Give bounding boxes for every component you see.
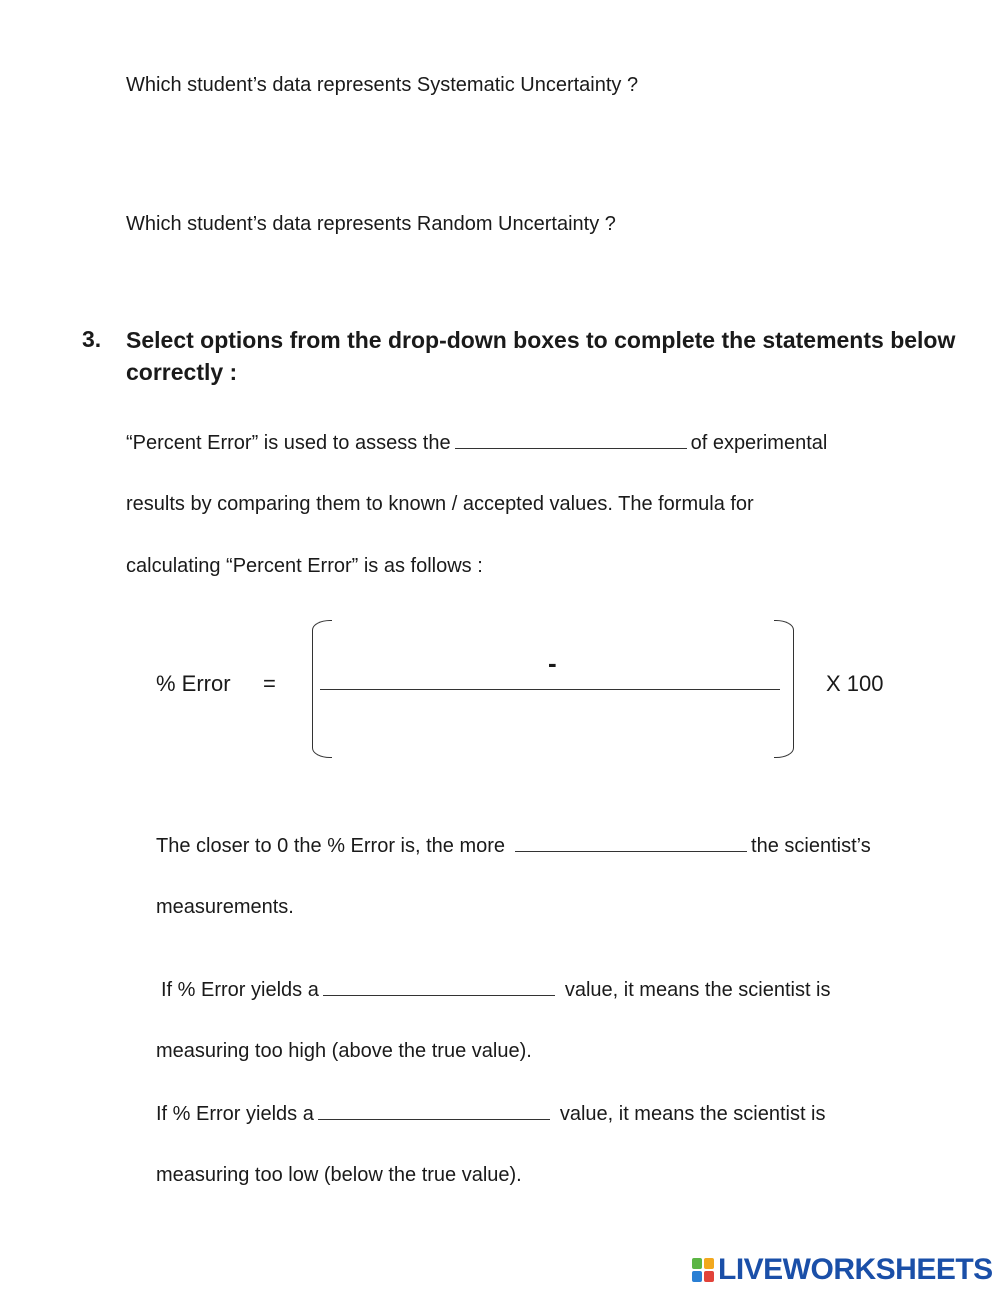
high-text-2: value, it means the scientist is: [564, 979, 831, 1001]
percent-error-text-1: “Percent Error” is used to assess the: [126, 432, 451, 454]
dropdown-blank-low[interactable]: [318, 1101, 550, 1120]
low-text-1: If % Error yields a: [156, 1103, 314, 1125]
closer-text-1: The closer to 0 the % Error is, the more: [156, 835, 506, 857]
liveworksheets-logo: [692, 1254, 993, 1286]
question-heading: Select options from the drop-down boxes to complete the statements below correctly :: [126, 327, 956, 385]
percent-error-text-2: of experimental: [690, 432, 828, 454]
formula-multiplier: X 100: [826, 671, 884, 696]
percent-error-line-2: results by comparing them to known / accepted values. The formula for: [126, 493, 754, 515]
percent-error-line-1: [126, 430, 827, 455]
dropdown-blank-assess[interactable]: [455, 430, 687, 449]
high-statement-line-1: [161, 977, 831, 1002]
logo-mark-cell: [704, 1258, 714, 1269]
formula-label: % Error: [156, 671, 231, 696]
high-text-1: If % Error yields a: [161, 979, 319, 1001]
closer-statement-line-1: [156, 833, 871, 858]
low-statement-line-1: [156, 1101, 826, 1126]
logo-mark-icon: [692, 1258, 714, 1282]
systematic-uncertainty-question: Which student’s data represents Systematic Uncertainty ?: [126, 74, 639, 96]
formula-equals: =: [263, 671, 276, 696]
low-text-2: value, it means the scientist is: [559, 1103, 826, 1125]
logo-mark-cell: [692, 1258, 702, 1269]
fraction-line: [320, 689, 780, 690]
low-statement-line-2: measuring too low (below the true value).: [156, 1164, 522, 1186]
logo-mark-cell: [692, 1271, 702, 1282]
right-bracket: [774, 620, 794, 758]
dropdown-blank-high[interactable]: [323, 977, 555, 996]
formula-minus: -: [548, 648, 557, 678]
random-uncertainty-question: Which student’s data represents Random Uncertainty ?: [126, 213, 616, 235]
high-statement-line-2: measuring too high (above the true value).: [156, 1040, 532, 1062]
logo-text: LIVEWORKSHEETS: [718, 1253, 993, 1286]
percent-error-line-3: calculating “Percent Error” is as follows :: [126, 555, 483, 577]
question-number: 3.: [82, 326, 102, 352]
closer-text-2: the scientist’s: [751, 835, 871, 857]
closer-statement-line-2: measurements.: [156, 896, 294, 918]
dropdown-blank-closer[interactable]: [515, 833, 747, 852]
logo-mark-cell: [704, 1271, 714, 1282]
